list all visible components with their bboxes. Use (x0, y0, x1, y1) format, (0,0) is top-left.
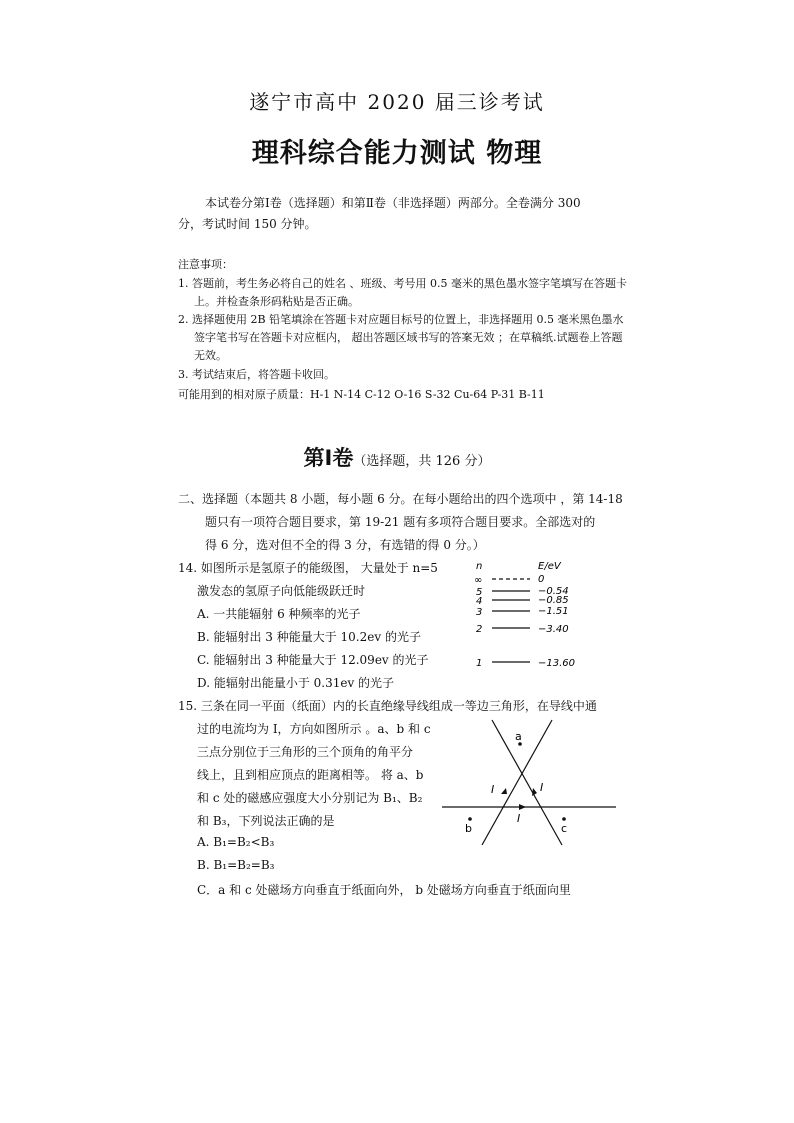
q15-stem-3: 三点分别位于三角形的三个顶角的角平分 (197, 745, 414, 759)
wire-triangle-diagram (440, 718, 620, 848)
energy-e-header: E/eV (538, 561, 561, 572)
note-line: 3. 考试结束后，将答题卡收回。 (178, 368, 335, 381)
q14-option-a: A. 一共能辐射 6 种频率的光子 (197, 607, 361, 621)
note-line: 签字笔书写在答题卡对应框内， 超出答题区域书写的答案无效 ；在草稿纸.试题卷上答题 (194, 331, 623, 344)
wire-right-slant (492, 720, 562, 845)
level-label-inf: ∞ (474, 575, 483, 586)
note-line: 上。并检查条形码粘贴是否正确。 (194, 295, 359, 308)
energy-n-header: n (476, 561, 483, 572)
q15-stem-4: 线上，且到相应顶点的距离相等。 将 a、b (197, 768, 424, 782)
q15-stem-5: 和 c 处的磁感应强度大小分别记为 B₁、B₂ (197, 791, 423, 805)
note-line: 2. 选择题使用 2B 铅笔填涂在答题卡对应题目标号的位置上，非选择题用 0.5 毫米黑色墨水 (178, 313, 624, 326)
q15-stem-1: 15. 三条在同一平面（纸面）内的长直绝缘导线组成一等边三角形，在导线中通 (178, 699, 597, 713)
current-label-bottom: I (517, 812, 521, 825)
level-energy-3: −1.51 (538, 606, 569, 617)
q15-option-c: C．a 和 c 处磁场方向垂直于纸面向外， b 处磁场方向垂直于纸面向里 (197, 883, 571, 897)
section-subtitle: （选择题，共 126 分） (353, 454, 491, 469)
level-energy-inf: 0 (538, 574, 545, 585)
level-label-5: 5 (476, 587, 483, 598)
point-c-label: c (561, 822, 568, 835)
q14-stem-1: 14. 如图所示是氢原子的能级图， 大量处于 n=5 (178, 561, 438, 575)
q15-option-b: B. B₁=B₂=B₃ (197, 858, 275, 872)
instructions-line-2: 题只有一项符合题目要求，第 19-21 题有多项符合题目要求。全部选对的 (205, 515, 596, 529)
level-energy-5: −0.54 (538, 586, 569, 597)
point-c-dot (562, 817, 566, 821)
school-exam-title: 遂宁市高中 2020 届三诊考试 (249, 90, 545, 114)
current-arrow-left (501, 788, 507, 794)
atomic-masses: 可能用到的相对原子质量：H-1 N-14 C-12 O-16 S-32 Cu-64 P-31 B-11 (178, 388, 545, 401)
level-label-4: 4 (476, 596, 483, 607)
level-label-3: 3 (476, 607, 483, 618)
q15-stem-2: 过的电流均为 I，方向如图所示 。a、b 和 c (197, 722, 431, 736)
current-label-left: I (491, 783, 495, 796)
point-b-dot (468, 817, 472, 821)
section-heading (0, 442, 794, 472)
q14-option-c: C. 能辐射出 3 种能量大于 12.09ev 的光子 (197, 653, 429, 667)
exam-subject-title: 理科综合能力测试 物理 (251, 138, 543, 169)
notes-heading: 注意事项： (178, 258, 233, 271)
q14-option-b: B. 能辐射出 3 种能量大于 10.2ev 的光子 (197, 630, 421, 644)
current-label-right: I (540, 781, 544, 794)
instructions-line-3: 得 6 分，选对但不全的得 3 分，有选错的得 0 分。） (205, 538, 485, 552)
level-label-1: 1 (476, 658, 483, 669)
level-energy-2: −3.40 (538, 624, 569, 635)
q14-stem-2: 激发态的氢原子向低能级跃迁时 (197, 584, 366, 598)
level-energy-4: −0.85 (538, 595, 569, 606)
intro-line-1: 本试卷分第Ⅰ卷（选择题）和第Ⅱ卷（非选择题）两部分。全卷满分 300 (205, 196, 581, 210)
q14-option-d: D. 能辐射出能量小于 0.31ev 的光子 (197, 676, 395, 690)
instructions-line-1: 二、选择题（本题共 8 小题，每小题 6 分。在每小题给出的四个选项中 ，第 14-18 (178, 492, 623, 506)
current-arrow-bottom (519, 804, 526, 810)
point-b-label: b (465, 822, 472, 835)
q15-option-a: A. B₁=B₂<B₃ (197, 835, 275, 849)
note-line: 无效。 (194, 349, 227, 362)
level-label-2: 2 (476, 624, 483, 635)
q15-stem-6: 和 B₃，下列说法正确的是 (197, 814, 335, 828)
intro-line-2: 分，考试时间 150 分钟。 (178, 217, 317, 231)
energy-level-diagram (470, 558, 590, 673)
level-energy-1: −13.60 (538, 658, 576, 669)
section-title: 第Ⅰ卷 (303, 446, 354, 470)
note-line: 1. 答题前，考生务必将自己的姓名 、班级、考号用 0.5 毫米的黑色墨水签字笔填写在答题卡 (178, 277, 627, 290)
point-a-label: a (515, 730, 522, 743)
